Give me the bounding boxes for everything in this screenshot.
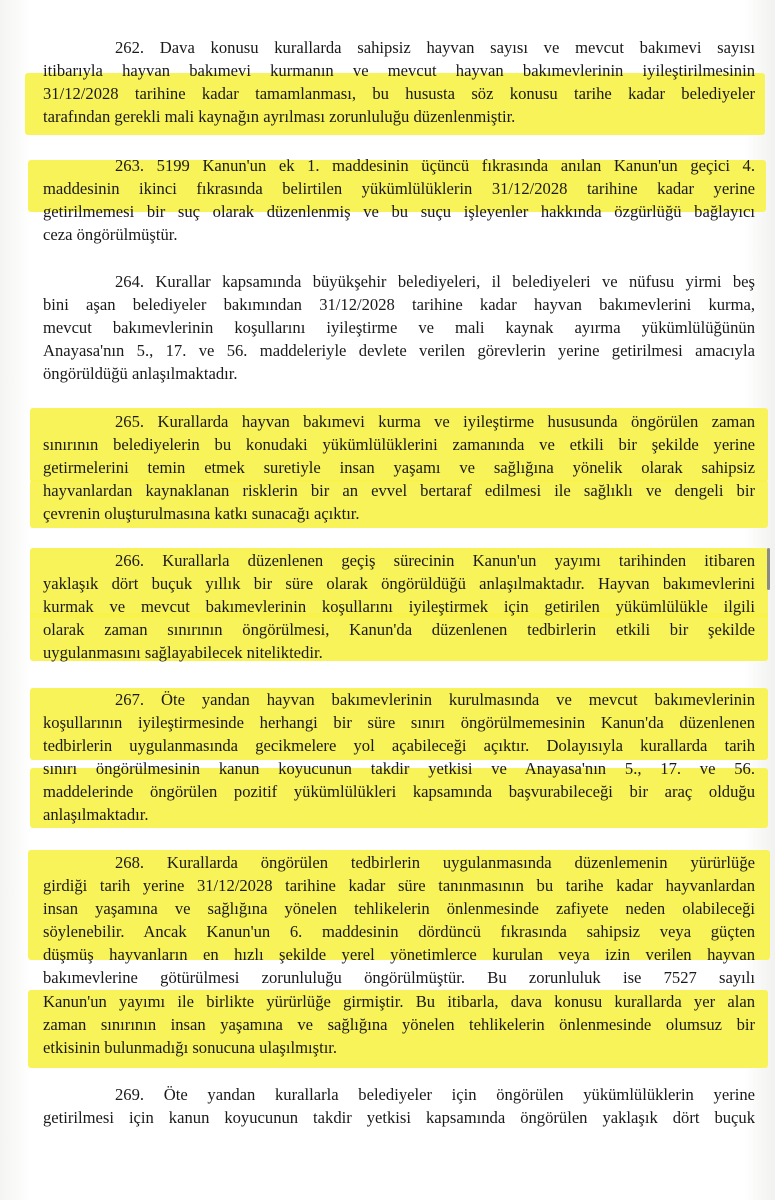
paragraph-265	[43, 410, 755, 525]
paragraph-line	[43, 851, 755, 874]
paragraph-number: 264.	[115, 272, 145, 291]
paragraph-line: çevrenin oluşturulmasına katkı sunacağı açıktır.	[43, 504, 360, 524]
paragraph-line: anlaşılmaktadır.	[43, 805, 149, 825]
paragraph-line: ceza öngörülmüştür.	[43, 225, 178, 245]
paragraph-line: bini aşan belediyeler bakımından 31/12/2028 tarihine kadar hayvan bakımevlerini kurma,	[43, 295, 755, 315]
paragraph-line	[43, 270, 755, 293]
paragraph-line: girdiği tarih yerine 31/12/2028 tarihine kadar süre tanınmasının bu tarihe kadar hayvanlardan	[43, 876, 755, 896]
paragraph-263	[43, 154, 755, 246]
paragraph-line: koşullarının iyileştirmesinde herhangi bir süre sınırı öngörülmemesinin Kanun'da düzenlenen	[43, 713, 755, 733]
paragraph-line: olarak zaman sınırının öngörülmesi, Kanun'da düzenlenen tedbirlerin etkili bir şekilde	[43, 620, 755, 640]
paragraph-number: 267.	[115, 690, 145, 709]
paragraph-line: tarafından gerekli mali kaynağın ayrılması zorunluluğu düzenlenmiştir.	[43, 107, 516, 127]
paragraph-268	[43, 851, 755, 1059]
paragraph-line: hayvanlardan kaynaklanan risklerin bir an evvel bertaraf edilmesi ile sağlıklı ve dengeli bir	[43, 481, 755, 501]
paragraph-269	[43, 1083, 755, 1129]
paragraph-line: zaman sınırının insan yaşamına ve sağlığına yönelen tehlikelerin önlenmesinde olumsuz bir	[43, 1014, 755, 1034]
paragraph-line: Anayasa'nın 5., 17. ve 56. maddeleriyle devlete verilen görevlerin yerine getirilmesi amacıyla	[43, 341, 755, 361]
line-text: Kurallarda hayvan bakımevi kurma ve iyileştirme hususunda öngörülen zaman	[157, 412, 755, 431]
line-text: Kurallar kapsamında büyükşehir belediyeleri, il belediyeleri ve nüfusu yirmi beş	[155, 272, 755, 291]
paragraph-number: 269.	[115, 1085, 145, 1104]
paragraph-line: uygulanmasını sağlayabilecek niteliktedir.	[43, 643, 323, 663]
scrollbar-thumb[interactable]	[767, 548, 770, 590]
paragraph-line: tedbirlerin uygulanmasında gecikmelere yol açabileceği açıktır. Dolayısıyla kurallarda tarih	[43, 736, 755, 756]
paragraph-line	[43, 154, 755, 177]
paragraph-line	[43, 410, 755, 433]
paragraph-line: 31/12/2028 tarihine kadar tamamlanması, bu hususta söz konusu tarihe kadar belediyeler	[43, 84, 755, 104]
paragraph-line	[43, 1083, 755, 1106]
line-text: Kurallarda öngörülen tedbirlerin uygulanmasında düzenlemenin yürürlüğe	[166, 853, 755, 872]
paragraph-line	[43, 688, 755, 711]
paragraph-line: sınırı öngörülmesinin kanun koyucunun takdir yetkisi ve Anayasa'nın 5., 17. ve 56.	[43, 759, 755, 779]
paragraph-line: sınırının belediyelerin bu konudaki yükümlülüklerini zamanında ve etkili bir şekilde yerine	[43, 435, 755, 455]
line-text: Kurallarla düzenlenen geçiş sürecinin Kanun'un yayımı tarihinden itibaren	[162, 551, 755, 570]
paragraph-267	[43, 688, 755, 827]
line-text: 5199 Kanun'un ek 1. maddesinin üçüncü fıkrasında anılan Kanun'un geçici 4.	[156, 156, 755, 175]
paragraph-line: mevcut bakımevlerinin koşullarını iyileştirme ve mali kaynak ayırma yükümlülüğünün	[43, 318, 755, 338]
paragraph-line: itibarıyla hayvan bakımevi kurmanın ve mevcut hayvan bakımevlerinin iyileştirilmesinin	[43, 61, 755, 81]
paragraph-262	[43, 36, 755, 128]
paragraph-line	[43, 36, 755, 59]
paragraph-line: maddelerinde öngörülen pozitif yükümlülükleri kapsamında başvurabileceği bir araç olduğu	[43, 782, 755, 802]
paragraph-number: 266.	[115, 551, 145, 570]
paragraph-number: 265.	[115, 412, 145, 431]
paragraph-line: kurmak ve mevcut bakımevlerinin koşullarını iyileştirmek için getirilen yükümlülükle ilgili	[43, 597, 755, 617]
paragraph-266	[43, 549, 755, 664]
paragraph-number: 268.	[115, 853, 145, 872]
paragraph-line: söylenebilir. Ancak Kanun'un 6. maddesinin dördüncü fıkrasında sahipsiz veya güçten	[43, 922, 755, 942]
paragraph-number: 263.	[115, 156, 145, 175]
paragraph-line: getirilmesi için kanun koyucunun takdir yetkisi kapsamında öngörülen yaklaşık dört buçuk	[43, 1108, 755, 1128]
paragraph-line: yaklaşık dört buçuk yıllık bir süre olarak öngörüldüğü anlaşılmaktadır. Hayvan bakımevlerini	[43, 574, 755, 594]
line-text: Dava konusu kurallarda sahipsiz hayvan sayısı ve mevcut bakımevi sayısı	[159, 38, 755, 57]
paragraph-line: insan yaşamına ve sağlığına yönelen tehlikelerin önlenmesinde zafiyete neden olabileceği	[43, 899, 755, 919]
paragraph-line: bakımevlerine götürülmesi zorunluluğu öngörülmüştür. Bu zorunluluk ise 7527 sayılı	[43, 968, 755, 988]
paragraph-line: düşmüş hayvanların en hızlı şekilde yerel yönetimlerce kurulan veya izin verilen hayvan	[43, 945, 755, 965]
line-text: Öte yandan hayvan bakımevlerinin kurulmasında ve mevcut bakımevlerinin	[160, 690, 755, 709]
paragraph-line	[43, 549, 755, 572]
paragraph-number: 262.	[115, 38, 145, 57]
paragraph-line: öngörüldüğü anlaşılmaktadır.	[43, 364, 238, 384]
paragraph-line: getirmelerini temin etmek suretiyle insan yaşamı ve sağlığına yönelik olarak sahipsiz	[43, 458, 755, 478]
paragraph-line: maddesinin ikinci fıkrasında belirtilen yükümlülüklerin 31/12/2028 tarihine kadar yerine	[43, 179, 755, 199]
paragraph-264	[43, 270, 755, 385]
paragraph-line: getirilmemesi bir suç olarak düzenlenmiş ve bu suçu işleyenler hakkında özgürlüğü bağlayıcı	[43, 202, 755, 222]
paragraph-line: Kanun'un yayımı ile birlikte yürürlüğe girmiştir. Bu itibarla, dava konusu kurallarda yer alan	[43, 991, 755, 1011]
paragraph-line: etkisinin bulunmadığı sonucuna ulaşılmıştır.	[43, 1037, 338, 1057]
line-text: Öte yandan kurallarla belediyeler için öngörülen yükümlülüklerin yerine	[163, 1085, 755, 1104]
